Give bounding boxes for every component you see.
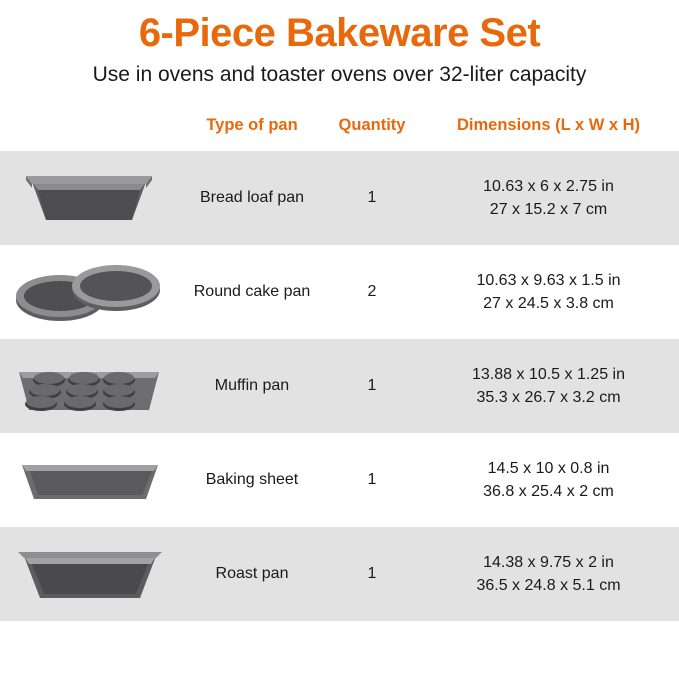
- column-header-type: Type of pan: [206, 116, 298, 135]
- pan-image-cell: [0, 527, 178, 621]
- page-subtitle: Use in ovens and toaster ovens over 32-liter capacity: [92, 63, 587, 86]
- table-row: [0, 433, 679, 527]
- header: [0, 0, 679, 88]
- pan-type: Round cake pan: [178, 245, 326, 339]
- table-row: [0, 527, 679, 621]
- bakeware-spec-table: [0, 116, 679, 621]
- pan-quantity: 1: [326, 527, 418, 621]
- pan-dimensions-cm: 36.8 x 25.4 x 2 cm: [483, 483, 614, 501]
- column-header-image: [0, 116, 178, 151]
- table-row: [0, 151, 679, 245]
- table-header-row: [0, 116, 679, 151]
- pan-image-cell: [0, 433, 178, 527]
- table-row: [0, 245, 679, 339]
- pan-quantity: 1: [326, 433, 418, 527]
- column-header-quantity: Quantity: [338, 116, 406, 135]
- pan-dimensions-cm: 36.5 x 24.8 x 5.1 cm: [476, 577, 621, 595]
- muffin-pan-image: [0, 339, 178, 433]
- pan-dimensions-cm: 35.3 x 26.7 x 3.2 cm: [476, 389, 621, 407]
- pan-type: Baking sheet: [178, 433, 326, 527]
- pan-type: Muffin pan: [178, 339, 326, 433]
- pan-dimensions: [418, 339, 679, 433]
- table-row: [0, 339, 679, 433]
- pan-dimensions: [418, 433, 679, 527]
- pan-dimensions-cm: 27 x 24.5 x 3.8 cm: [483, 295, 614, 313]
- pan-image-cell: [0, 245, 178, 339]
- pan-dimensions-cm: 27 x 15.2 x 7 cm: [489, 201, 608, 219]
- pan-quantity: 1: [326, 339, 418, 433]
- pan-image-cell: [0, 339, 178, 433]
- pan-dimensions: [418, 527, 679, 621]
- pan-type: Bread loaf pan: [178, 151, 326, 245]
- pan-dimensions-inches: 10.63 x 9.63 x 1.5 in: [476, 272, 621, 290]
- pan-dimensions-inches: 14.5 x 10 x 0.8 in: [487, 460, 610, 478]
- pan-dimensions-inches: 13.88 x 10.5 x 1.25 in: [472, 366, 625, 384]
- pan-image-cell: [0, 151, 178, 245]
- pan-quantity: 2: [326, 245, 418, 339]
- column-header-dimensions: Dimensions (L x W x H): [456, 116, 641, 135]
- page-title: 6-Piece Bakeware Set: [138, 11, 541, 55]
- round-cake-pan-image: [0, 245, 178, 339]
- pan-dimensions-inches: 10.63 x 6 x 2.75 in: [483, 178, 614, 196]
- pan-quantity: 1: [326, 151, 418, 245]
- roast-pan-image: [0, 527, 178, 621]
- pan-dimensions: [418, 245, 679, 339]
- baking-sheet-image: [0, 433, 178, 527]
- bread-loaf-pan-image: [0, 151, 178, 245]
- pan-dimensions: [418, 151, 679, 245]
- pan-dimensions-inches: 14.38 x 9.75 x 2 in: [483, 554, 614, 572]
- pan-type: Roast pan: [178, 527, 326, 621]
